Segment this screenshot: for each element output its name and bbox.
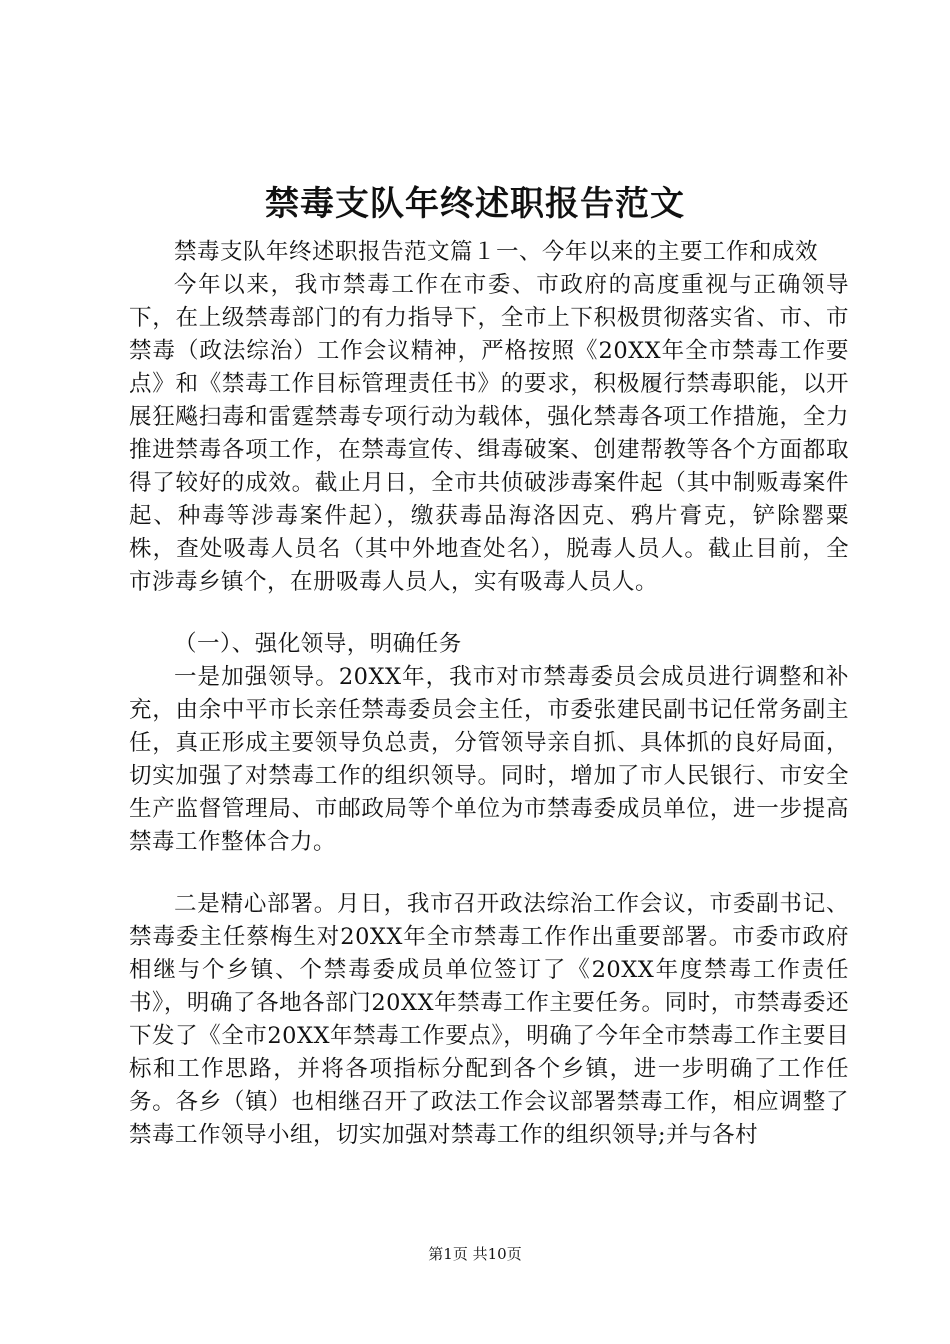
paragraph-overview: 今年以来，我市禁毒工作在市委、市政府的高度重视与正确领导下，在上级禁毒部门的有力指导下，全市上下积极贯彻落实省、市、市禁毒（政法综治）工作会议精神，严格按照《20XX年全市禁毒工作要点》和《禁毒工作目标管理责任书》的要求，积极履行禁毒职能，以开展狂飚扫毒和雷霆禁毒专项行动为载体，强化禁毒各项工作措施，全力推进禁毒各项工作，在禁毒宣传、缉毒破案、创建帮教等各个方面都取得了较好的成效。截止月日，全市共侦破涉毒案件起（其中制贩毒案件起、种毒等涉毒案件起），缴获毒品海洛因克、鸦片膏克，铲除罂粟株，查处吸毒人员名（其中外地查处名），脱毒人员人。截止目前，全市涉毒乡镇个，在册吸毒人员人，实有吸毒人员人。 (129, 272, 849, 595)
paragraph-intro: 禁毒支队年终述职报告范文篇１一、今年以来的主要工作和成效 (174, 239, 819, 265)
page-footer: 第1页 共10页 (428, 1245, 522, 1263)
paragraph-spacer (129, 859, 849, 888)
paragraph-spacer (129, 599, 849, 628)
section-heading: （一）、强化领导，明确任务 (174, 631, 462, 657)
document-title: 禁毒支队年终述职报告范文 (265, 184, 685, 224)
paragraph-leadership: 一是加强领导。20XX年，我市对市禁毒委员会成员进行调整和补充，由余中平市长亲任禁毒委员会主任，市委张建民副书记任常务副主任，真正形成主要领导负总责，分管领导亲自抓、具体抓的良好局面，切实加强了对禁毒工作的组织领导。同时，增加了市人民银行、市安全生产监督管理局、市邮政局等个单位为市禁毒委成员单位，进一步提高禁毒工作整体合力。 (129, 664, 849, 855)
paragraph-deployment: 二是精心部署。月日，我市召开政法综治工作会议，市委副书记、禁毒委主任蔡梅生对20XX年全市禁毒工作作出重要部署。市委市政府相继与个乡镇、个禁毒委成员单位签订了《20XX年度禁毒工作责任书》，明确了各地各部门20XX年禁毒工作主要任务。同时，市禁毒委还下发了《全市20XX年禁毒工作要点》，明确了今年全市禁毒工作主要目标和工作思路，并将各项指标分配到各个乡镇，进一步明确了工作任务。各乡（镇）也相继召开了政法工作会议部署禁毒工作，相应调整了禁毒工作领导小组，切实加强对禁毒工作的组织领导;并与各村 (129, 891, 849, 1148)
document-body (129, 236, 849, 1152)
